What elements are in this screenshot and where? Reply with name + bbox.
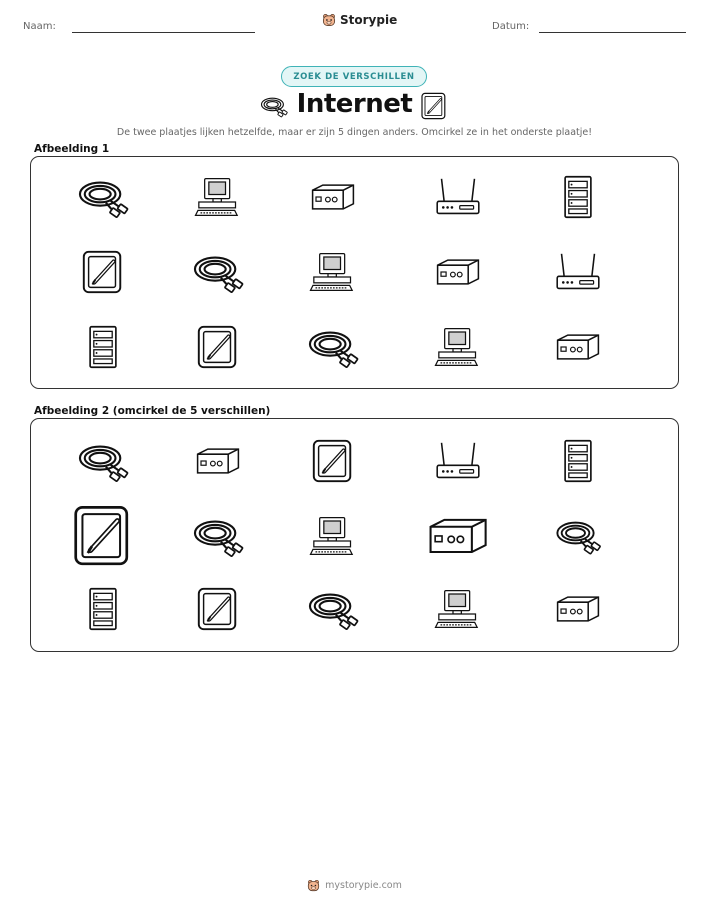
storypie-mascot-icon <box>307 879 320 892</box>
computer-icon[interactable] <box>308 514 358 558</box>
instructions: De twee plaatjes lijken hetzelfde, maar er zijn 5 dingen anders. Omcirkel ze in het onderste plaatje! <box>116 127 593 138</box>
modem-icon[interactable] <box>432 255 484 289</box>
footer <box>0 879 709 892</box>
picture-2-label: Afbeelding 2 (omcirkel de 5 verschillen) <box>34 405 271 417</box>
brand-logo <box>322 13 397 27</box>
name-line[interactable] <box>72 32 255 33</box>
cable-icon[interactable] <box>304 585 362 633</box>
storypie-mascot-icon <box>322 13 336 27</box>
brand-name: Storypie <box>340 13 398 27</box>
tablet-icon[interactable] <box>79 248 127 296</box>
cable-icon[interactable] <box>74 173 132 221</box>
cable-icon[interactable] <box>74 437 132 485</box>
tablet-icon[interactable] <box>194 323 242 371</box>
tablet-icon[interactable] <box>69 502 136 569</box>
cable-icon[interactable] <box>552 514 604 557</box>
tablet-icon[interactable] <box>309 437 357 485</box>
server-icon[interactable] <box>84 324 122 370</box>
router-icon[interactable] <box>552 249 604 295</box>
date-label: Datum: <box>492 21 530 32</box>
cable-icon[interactable] <box>189 248 247 296</box>
router-icon[interactable] <box>432 174 484 220</box>
server-icon[interactable] <box>559 438 597 484</box>
cable-icon[interactable] <box>304 323 362 371</box>
computer-icon[interactable] <box>193 175 243 219</box>
footer-url[interactable]: mystorypie.com <box>325 880 402 891</box>
server-icon[interactable] <box>84 586 122 632</box>
activity-badge: ZOEK DE VERSCHILLEN <box>281 66 427 87</box>
modem-icon[interactable] <box>192 444 244 478</box>
tablet-icon <box>419 91 449 121</box>
modem-icon[interactable] <box>552 330 604 364</box>
page-title: Internet <box>296 89 413 119</box>
picture-1-panel <box>30 156 679 389</box>
computer-icon[interactable] <box>433 587 483 631</box>
picture-1-label: Afbeelding 1 <box>34 143 110 155</box>
modem-icon[interactable] <box>552 592 604 626</box>
computer-icon[interactable] <box>308 250 358 294</box>
router-icon[interactable] <box>432 438 484 484</box>
modem-icon[interactable] <box>307 180 359 214</box>
computer-icon[interactable] <box>433 325 483 369</box>
modem-icon[interactable] <box>423 513 493 559</box>
tablet-icon[interactable] <box>194 585 242 633</box>
server-icon[interactable] <box>559 174 597 220</box>
cable-icon[interactable] <box>189 512 247 560</box>
name-label: Naam: <box>23 21 56 32</box>
date-line[interactable] <box>539 32 686 33</box>
picture-2-panel[interactable] <box>30 418 679 652</box>
